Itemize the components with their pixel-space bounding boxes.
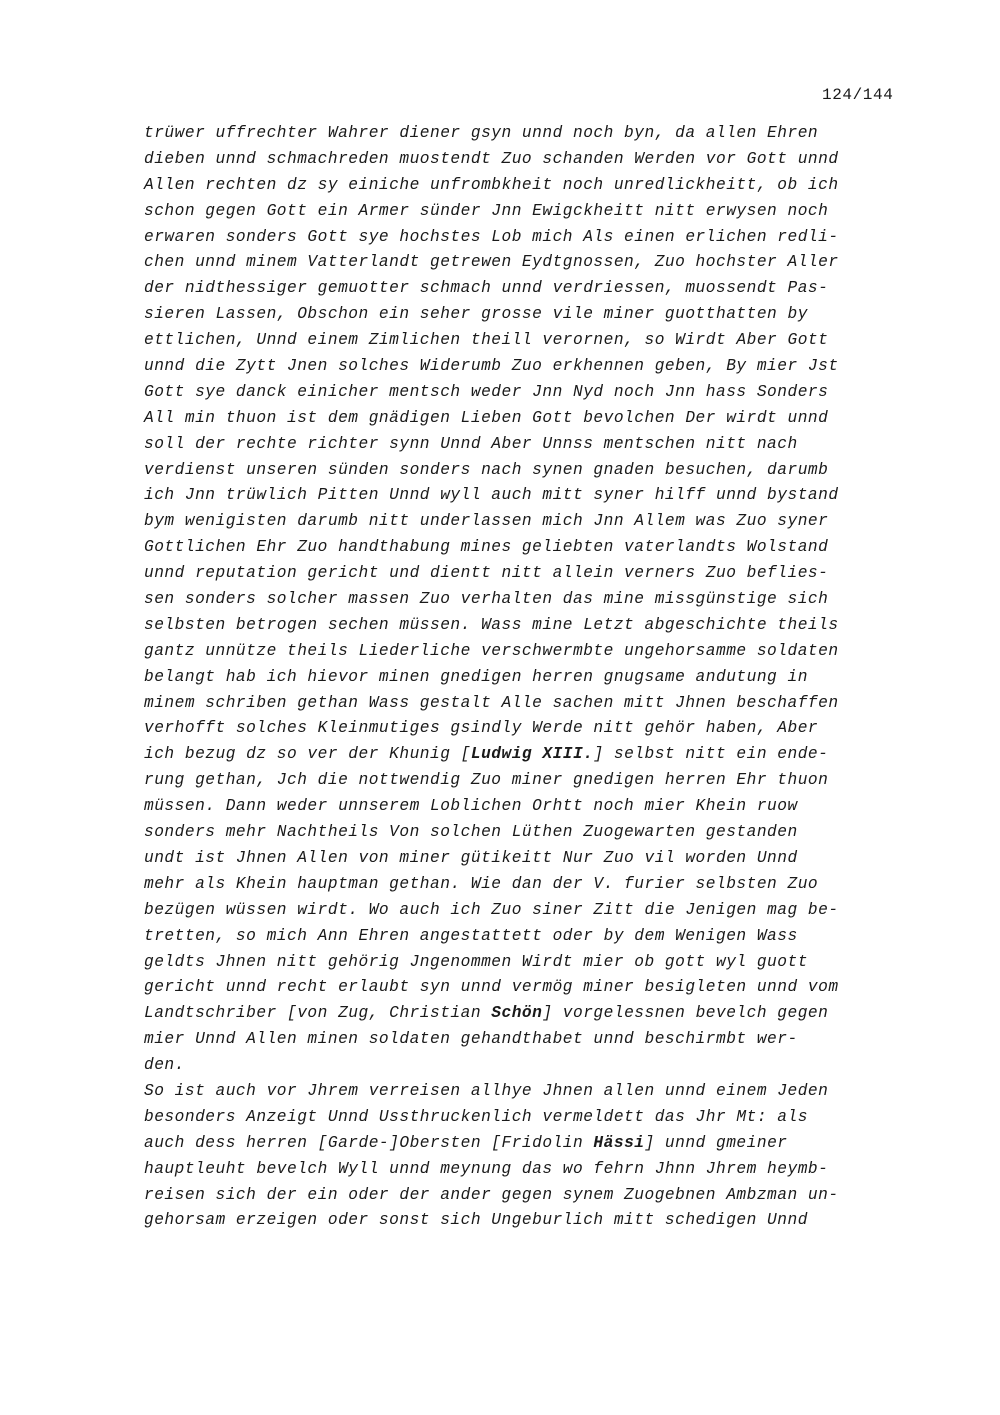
text-segment: chen unnd minem Vatterlandt getrewen Eydtgnossen, Zuo hochster Aller (144, 253, 839, 272)
text-segment: dieben unnd schmachreden muostendt Zuo schanden Werden vor Gott unnd (144, 149, 839, 168)
text-segment: undt ist Jhnen Allen von miner gütikeitt Nur Zuo vil worden Unnd (144, 848, 798, 867)
text-line (144, 691, 839, 717)
text-line (144, 950, 839, 976)
text-segment: erwaren sonders Gott sye hochstes Lob mich Als einen erlichen redli- (144, 227, 839, 246)
text-segment: rung gethan, Jch die nottwendig Zuo miner gnedigen herren Ehr thuon (144, 771, 829, 790)
text-line (144, 458, 839, 484)
text-line (144, 587, 839, 613)
text-segment: unnd die Zytt Jnen solches Widerumb Zuo erkhennen geben, By mier Jst (144, 357, 839, 376)
text-segment: den. (144, 1056, 185, 1075)
text-line (144, 1131, 839, 1157)
text-line (144, 768, 839, 794)
text-line (144, 1001, 839, 1027)
text-line (144, 872, 839, 898)
text-segment: unnd reputation gericht und dientt nitt allein verners Zuo beflies- (144, 564, 829, 583)
text-segment: tretten, so mich Ann Ehren angestattett oder by dem Wenigen Wass (144, 926, 798, 945)
text-line (144, 975, 839, 1001)
text-line (144, 820, 839, 846)
text-line (144, 716, 839, 742)
text-segment: gericht unnd recht erlaubt syn unnd vermög miner besigleten unnd vom (144, 978, 839, 997)
text-segment: der nidthessiger gemuotter schmach unnd verdriessen, muossendt Pas- (144, 279, 829, 298)
text-segment: hauptleuht bevelch Wyll unnd meynung das wo fehrn Jhnn Jhrem heymb- (144, 1159, 829, 1178)
text-line (144, 121, 839, 147)
text-segment: ich Jnn trüwlich Pitten Unnd wyll auch mitt syner hilff unnd bystand (144, 486, 839, 505)
text-segment: mehr als Khein hauptman gethan. Wie dan der V. furier selbsten Zuo (144, 874, 819, 893)
text-line (144, 535, 839, 561)
text-line (144, 1079, 839, 1105)
text-segment: auch dess herren [Garde-]Obersten [Fridolin (144, 1133, 594, 1152)
text-segment: All min thuon ist dem gnädigen Lieben Gott bevolchen Der wirdt unnd (144, 408, 829, 427)
text-line (144, 509, 839, 535)
text-segment: trüwer uffrechter Wahrer diener gsyn unnd noch byn, da allen Ehren (144, 124, 819, 142)
text-segment: belangt hab ich hievor minen gnedigen herren gnugsame andutung in (144, 667, 808, 686)
text-line (144, 1183, 839, 1209)
text-line (144, 483, 839, 509)
text-segment: sieren Lassen, Obschon ein seher grosse vile miner guotthatten by (144, 305, 808, 324)
text-line (144, 302, 839, 328)
page-number: 124/144 (822, 86, 894, 104)
text-line (144, 924, 839, 950)
text-line (144, 432, 839, 458)
text-line (144, 173, 839, 199)
text-segment: So ist auch vor Jhrem verreisen allhye Jhnen allen unnd einem Jeden (144, 1081, 829, 1100)
text-segment: mier Unnd Allen minen soldaten gehandthabet unnd beschirmbt wer- (144, 1030, 798, 1049)
text-line (144, 1208, 839, 1234)
text-segment: bezügen wüssen wirdt. Wo auch ich Zuo siner Zitt die Jenigen mag be- (144, 900, 839, 919)
text-segment: schon gegen Gott ein Armer sünder Jnn Ewigckheitt nitt erwysen noch (144, 201, 829, 220)
text-line (144, 665, 839, 691)
bold-name: Schön (491, 1004, 543, 1023)
text-segment: ettlichen, Unnd einem Zimlichen theill verornen, so Wirdt Aber Gott (144, 331, 829, 350)
text-line (144, 1157, 839, 1183)
text-segment: ] unnd gmeiner (644, 1133, 788, 1152)
text-line (144, 794, 839, 820)
text-segment: minem schriben gethan Wass gestalt Alle sachen mitt Jhnen beschaffen (144, 693, 839, 712)
text-segment: Gottlichen Ehr Zuo handthabung mines geliebten vaterlandts Wolstand (144, 538, 829, 557)
text-line (144, 406, 839, 432)
text-line (144, 1027, 839, 1053)
text-segment: sonders mehr Nachtheils Von solchen Lüthen Zuogewarten gestanden (144, 823, 798, 842)
text-segment: verhofft solches Kleinmutiges gsindly Werde nitt gehör haben, Aber (144, 719, 819, 738)
text-line (144, 199, 839, 225)
text-line (144, 276, 839, 302)
text-line (144, 742, 839, 768)
text-line (144, 846, 839, 872)
text-segment: Gott sye danck einicher mentsch weder Jnn Nyd noch Jnn hass Sonders (144, 382, 829, 401)
text-segment: gantz unnütze theils Liederliche verschwermbte ungehorsamme soldaten (144, 641, 839, 660)
text-segment: ich bezug dz so ver der Khunig [ (144, 745, 471, 764)
text-line (144, 639, 839, 665)
text-segment: reisen sich der ein oder der ander gegen synem Zuogebnen Ambzman un- (144, 1185, 839, 1204)
text-line (144, 898, 839, 924)
bold-name: Hässi (593, 1133, 645, 1152)
text-line (144, 561, 839, 587)
text-segment: verdienst unseren sünden sonders nach synen gnaden besuchen, darumb (144, 460, 829, 479)
text-segment: gehorsam erzeigen oder sonst sich Ungeburlich mitt schedigen Unnd (144, 1211, 808, 1230)
text-segment: Allen rechten dz sy einiche unfrombkheit noch unredlickheitt, ob ich (144, 175, 839, 194)
text-line (144, 225, 839, 251)
text-segment: selbsten betrogen sechen müssen. Wass mine Letzt abgeschichte theils (144, 615, 839, 634)
text-segment: soll der rechte richter synn Unnd Aber Unnss mentschen nitt nach (144, 434, 798, 453)
text-line (144, 380, 839, 406)
text-line (144, 354, 839, 380)
text-line (144, 1105, 839, 1131)
text-segment: besonders Anzeigt Unnd Ussthruckenlich vermeldett das Jhr Mt: als (144, 1107, 808, 1126)
body-text (144, 121, 839, 1234)
text-line (144, 147, 839, 173)
text-line (144, 328, 839, 354)
text-segment: geldts Jhnen nitt gehörig Jngenommen Wirdt mier ob gott wyl guott (144, 952, 808, 971)
text-line (144, 1053, 839, 1079)
text-segment: ] selbst nitt ein ende- (593, 745, 829, 764)
text-segment: Landtschriber [von Zug, Christian (144, 1004, 492, 1023)
text-segment: müssen. Dann weder unnserem Loblichen Orhtt noch mier Khein ruow (144, 797, 798, 816)
bold-name: Ludwig XIII. (470, 745, 594, 764)
text-segment: bym wenigisten darumb nitt underlassen mich Jnn Allem was Zuo syner (144, 512, 829, 531)
text-segment: sen sonders solcher massen Zuo verhalten das mine missgünstige sich (144, 590, 829, 609)
text-line (144, 613, 839, 639)
text-segment: ] vorgelessnen bevelch gegen (542, 1004, 829, 1023)
text-line (144, 250, 839, 276)
